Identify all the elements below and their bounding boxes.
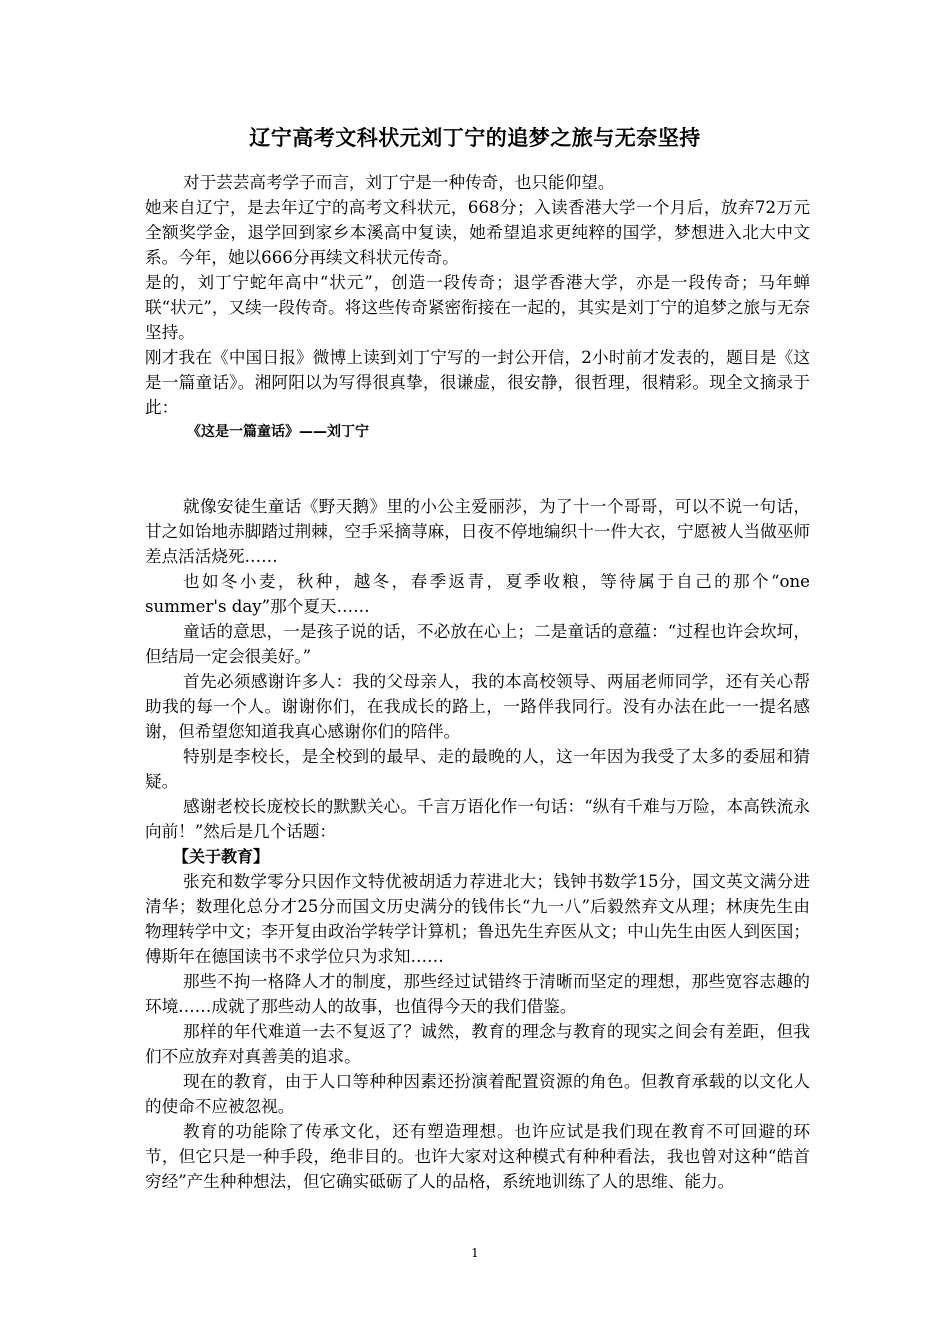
letter-paragraph-5: 特别是李校长，是全校到的最早、走的最晚的人，这一年因为我受了太多的委屈和猜疑。 — [145, 747, 810, 791]
education-paragraph-5: 教育的功能除了传承文化，还有塑造理想。也许应试是我们现在教育不可回避的环节，但它只是一种手段，绝非目的。也许大家对这种模式有种种看法，我也曾对这种“皓首穷经”产生种种想法，但它确实砥砺了人的品格，系统地训练了人的思维、能力。 — [145, 1122, 810, 1191]
document-title: 辽宁高考文科状元刘丁宁的追梦之旅与无奈坚持 — [249, 126, 701, 150]
document-body — [145, 170, 810, 1194]
education-paragraph-3: 那样的年代难道一去不复返了？诚然，教育的理念与教育的现实之间会有差距，但我们不应放弃对真善美的追求。 — [145, 1022, 810, 1066]
education-paragraph-2: 那些不拘一格降人才的制度，那些经过试错终于清晰而坚定的理想，那些宽容志趣的环境……成就了那些动人的故事，也值得今天的我们借鉴。 — [145, 972, 810, 1016]
letter-paragraph-2: 也如冬小麦，秋种，越冬，春季返青，夏季收粮，等待属于自己的那个“one summer's day”那个夏天…… — [145, 572, 810, 616]
education-paragraph-4: 现在的教育，由于人口等种种因素还扮演着配置资源的角色。但教育承载的以文化人的使命不应被忽视。 — [145, 1072, 810, 1116]
letter-paragraph-3: 童话的意思，一是孩子说的话，不必放在心上；二是童话的意蕴：“过程也许会坎坷，但结局一定会很美好。” — [145, 622, 810, 666]
intro-paragraph-3: 是的，刘丁宁蛇年高中“状元”，创造一段传奇；退学香港大学，亦是一段传奇；马年蝉联“状元”，又续一段传奇。将这些传奇紧密衔接在一起的，其实是刘丁宁的追梦之旅与无奈坚持。 — [145, 273, 810, 342]
intro-paragraph-2: 她来自辽宁，是去年辽宁的高考文科状元，668分；入读香港大学一个月后，放弃72万元全额奖学金，退学回到家乡本溪高中复读，她希望追求更纯粹的国学，梦想进入北大中文系。今年，她以666分再续文科状元传奇。 — [145, 198, 810, 267]
section-heading-education: 【关于教育】 — [173, 847, 270, 866]
education-paragraph-1: 张充和数学零分只因作文特优被胡适力荐进北大；钱钟书数学15分，国文英文满分进清华；数理化总分才25分而国文历史满分的钱伟长“九一八”后毅然弃文从理；林庚先生由物理转学中文；李开复由政治学转学计算机；鲁迅先生弃医从文；中山先生由医人到医国；傅斯年在德国读书不求学位只为求知…… — [145, 872, 810, 966]
blank-space — [145, 444, 810, 494]
letter-paragraph-4: 首先必须感谢许多人：我的父母亲人，我的本高校领导、两届老师同学，还有关心帮助我的每一个人。谢谢你们，在我成长的路上，一路伴我同行。没有办法在此一一提名感谢，但希望您知道我真心感谢你们的陪伴。 — [145, 672, 810, 741]
intro-paragraph-4: 刚才我在《中国日报》微博上读到刘丁宁写的一封公开信，2小时前才发表的，题目是《这是一篇童话》。湘阿阳以为写得很真挚，很谦虚，很安静，很哲理，很精彩。现全文摘录于此： — [145, 348, 810, 417]
letter-paragraph-1: 就像安徒生童话《野天鹅》里的小公主爱丽莎，为了十一个哥哥，可以不说一句话，甘之如饴地赤脚踏过荆棘，空手采摘荨麻，日夜不停地编织十一件大衣，宁愿被人当做巫师差点活活烧死…… — [145, 497, 810, 566]
letter-subtitle: 《这是一篇童话》——刘丁宁 — [187, 424, 369, 440]
intro-paragraph-1: 对于芸芸高考学子而言，刘丁宁是一种传奇，也只能仰望。 — [183, 173, 615, 192]
letter-paragraph-6: 感谢老校长庞校长的默默关心。千言万语化作一句话：“纵有千难与万险，本高铁流永向前！”然后是几个话题： — [145, 797, 810, 841]
page-number: 1 — [471, 1246, 479, 1260]
